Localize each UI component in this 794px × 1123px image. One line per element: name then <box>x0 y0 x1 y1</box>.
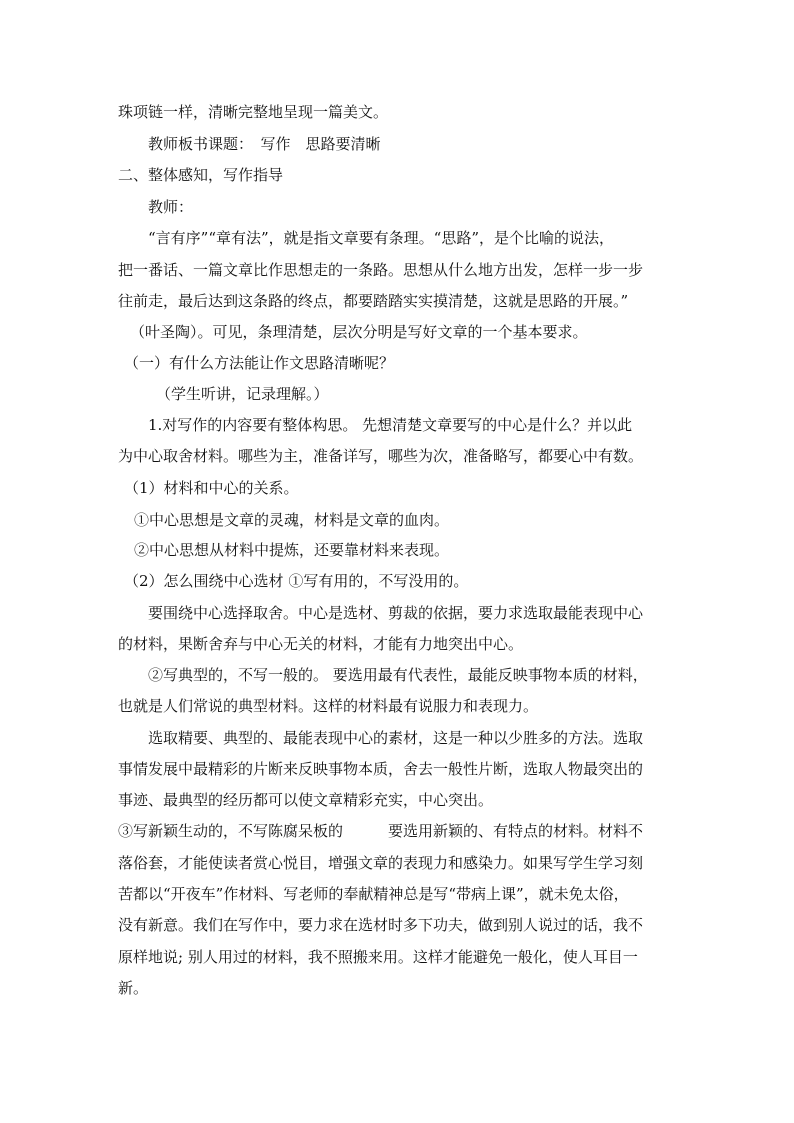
text-line-4: 教师： <box>148 198 194 216</box>
text-line-2: 教师板书课题： 写作 思路要清晰 <box>148 135 381 153</box>
text-line-10: （学生听讲，记录理解。） <box>156 385 329 403</box>
text-line-13: （1）材料和中心的关系。 <box>124 479 299 497</box>
text-line-8: （叶圣陶）。可见，条理清楚，层次分明是写好文章的一个基本要求。 <box>130 323 588 341</box>
text-line-18: 的材料，果断舍弃与中心无关的材料，才能有力地突出中心。 <box>118 635 524 653</box>
subheading-1: （一）有什么方法能让作文思路清晰呢？ <box>124 354 395 372</box>
text-line-22: 事情发展中最精彩的片断来反映事物本质，舍去一般性片断，选取人物最突出的 <box>118 760 644 778</box>
text-line-24: ③写新颖生动的，不写陈腐呆板的 要选用新颖的、有特点的材料。材料不 <box>118 822 644 840</box>
text-line-7: 往前走，最后达到这条路的终点，都要踏踏实实摸清楚，这就是思路的开展。” <box>118 292 629 310</box>
text-line-11: 1.对写作的内容要有整体构思。 先想清楚文章要写的中心是什么？并以此 <box>148 416 633 434</box>
text-line-14: ①中心思想是文章的灵魂，材料是文章的血肉。 <box>134 511 450 529</box>
text-line-19: ②写典型的，不写一般的。 要选用最有代表性，最能反映事物本质的材料， <box>148 666 648 684</box>
text-line-5: “言有序”“章有法”，就是指文章要有条理。“思路”，是个比喻的说法， <box>148 229 615 247</box>
text-line-28: 原样地说; 别人用过的材料，我不照搬来用。这样才能避免一般化，使人耳目一 <box>118 948 638 966</box>
text-line-27: 没有新意。我们在写作中，要力求在选材时多下功夫，做到别人说过的话，我不 <box>118 916 644 934</box>
text-line-12: 为中心取舍材料。哪些为主，准备详写，哪些为次，准备略写，都要心中有数。 <box>118 447 644 465</box>
text-line-16: （2）怎么围绕中心选材 ①写有用的，不写没用的。 <box>124 572 469 590</box>
text-line-23: 事迹、最典型的经历都可以使文章精彩充实，中心突出。 <box>118 791 494 809</box>
text-line-6: 把一番话、一篇文章比作思想走的一条路。思想从什么地方出发，怎样一步一步 <box>118 261 644 279</box>
text-line-1: 珠项链一样，清晰完整地呈现一篇美文。 <box>118 103 389 121</box>
section-heading-2: 二、整体感知，写作指导 <box>118 166 284 184</box>
text-line-29: 新。 <box>118 979 149 997</box>
text-line-21: 选取精要、典型的、最能表现中心的素材，这是一种以少胜多的方法。选取 <box>148 729 644 747</box>
text-line-15: ②中心思想从材料中提炼，还要靠材料来表现。 <box>134 541 450 559</box>
text-line-26: 苦都以“开夜车”作材料、写老师的奉献精神总是写“带病上课”，就未免太俗， <box>118 885 629 903</box>
text-line-20: 也就是人们常说的典型材料。这样的材料最有说服力和表现力。 <box>118 697 539 715</box>
text-line-17: 要围绕中心选择取舍。中心是选材、剪裁的依据，要力求选取最能表现中心 <box>148 604 644 622</box>
text-line-25: 落俗套，才能使读者赏心悦目，增强文章的表现力和感染力。如果写学生学习刻 <box>118 854 644 872</box>
